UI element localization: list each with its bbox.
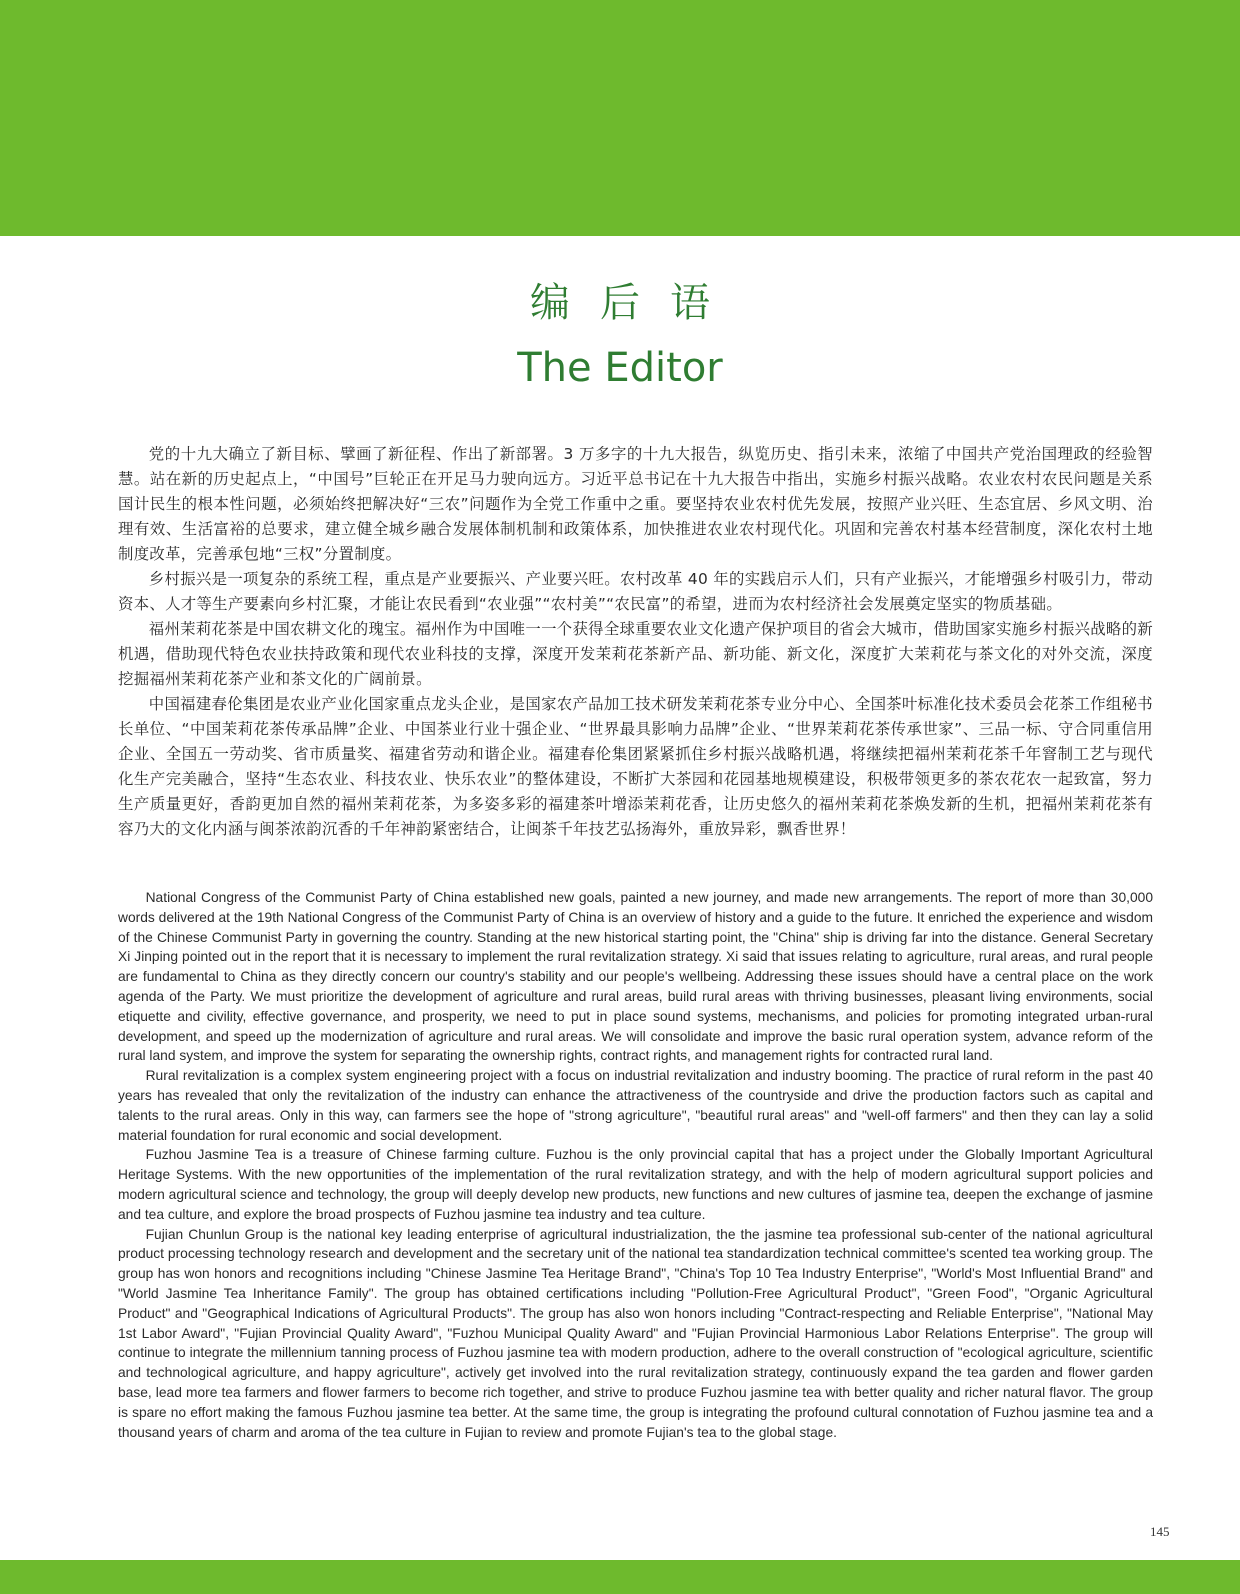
english-paragraph: Fuzhou Jasmine Tea is a treasure of Chinese farming culture. Fuzhou is the only provincial capital that has a project under the Globally Important Agricultural Heritage Systems. With the new opportunities of the implementation of the rural revitalization strategy, and with the help of modern agricultural support policies and modern agricultural science and technology, the group will deeply develop new products, new functions and new cultures of jasmine tea, deepen the exchange of jasmine and tea culture, and explore the broad prospects of Fuzhou jasmine tea industry and tea culture.: [118, 1147, 1153, 1222]
footer-band: [0, 1560, 1240, 1594]
english-paragraph: Fujian Chunlun Group is the national key leading enterprise of agricultural industrialization, the the jasmine tea professional sub-center of the national agricultural product processing technology research and development and the secretary unit of the national tea standardization technical committee's scented tea working group. The group has won honors and recognitions including "Chinese Jasmine Tea Heritage Brand", "China's Top 10 Tea Industry Enterprise", "World's Most Influential Brand" and "World Jasmine Tea Inheritance Family". The group has obtained certifications including "Pollution-Free Agricultural Product", "Green Food", "Organic Agricultural Product" and "Geographical Indications of Agricultural Products". The group has also won honors including "Contract-respecting and Reliable Enterprise", "National May 1st Labor Award", "Fujian Provincial Quality Award", "Fuzhou Municipal Quality Award" and "Fujian Provincial Harmonious Labor Relations Enterprise". The group will continue to integrate the millennium tanning process of Fuzhou jasmine tea with modern production, adhere to the overall construction of "ecological agriculture, scientific and technological agriculture, and happy agriculture", actively get involved into the rural revitalization strategy, continuously expand the tea garden and flower garden base, lead more tea farmers and flower farmers to become rich together, and strive to produce Fuzhou jasmine tea with better quality and richer natural flavor. The group is spare no effort making the famous Fuzhou jasmine tea better. At the same time, the group is integrating the profound cultural connotation of Fuzhou jasmine tea and a thousand years of charm and aroma of the tea culture in Fujian to review and promote Fujian's tea to the global stage.: [118, 1226, 1153, 1440]
chinese-paragraph: 中国福建春伦集团是农业产业化国家重点龙头企业，是国家农产品加工技术研发茉莉花茶专业分中心、全国茶叶标准化技术委员会花茶工作组秘书长单位、“中国茉莉花茶传承品牌”企业、中国茶业行业十强企业、“世界最具影响力品牌”企业、“世界茉莉花茶传承世家”、三品一标、守合同重信用企业、全国五一劳动奖、省市质量奖、福建省劳动和谐企业。福建春伦集团紧紧抓住乡村振兴战略机遇，将继续把福州茉莉花茶千年窨制工艺与现代化生产完美融合，坚持“生态农业、科技农业、快乐农业”的整体建设，不断扩大茶园和花园基地规模建设，积极带领更多的茶农花农一起致富，努力生产质量更好，香韵更加自然的福州茉莉花茶，为多姿多彩的福建茶叶增添茉莉花香，让历史悠久的福州茉莉花茶焕发新的生机，把福州茉莉花茶有容乃大的文化内涵与闽茶浓韵沉香的千年神韵紧密结合，让闽茶千年技艺弘扬海外，重放异彩，飘香世界！: [118, 695, 1153, 838]
chinese-paragraph: 福州茉莉花茶是中国农耕文化的瑰宝。福州作为中国唯一一个获得全球重要农业文化遗产保护项目的省会大城市，借助国家实施乡村振兴战略的新机遇，借助现代特色农业扶持政策和现代农业科技的支撑，深度开发茉莉花茶新产品、新功能、新文化，深度扩大茉莉花与茶文化的对外交流，深度挖掘福州茉莉花茶产业和茶文化的广阔前景。: [118, 620, 1153, 688]
english-paragraph: Rural revitalization is a complex system engineering project with a focus on industrial revitalization and industry booming. The practice of rural reform in the past 40 years has revealed that only the revitalization of the industry can enhance the attractiveness of the countryside and drive the production factors such as capital and talents to the rural areas. Only in this way, can farmers see the hope of "strong agriculture", "beautiful rural areas" and "well-off farmers" and then they can lay a solid material foundation for rural economic and social development.: [118, 1068, 1153, 1143]
page-number: 145: [1150, 1524, 1170, 1539]
english-body-text: [118, 888, 1153, 1442]
english-paragraph: National Congress of the Communist Party of China established new goals, painted a new journey, and made new arrangements. The report of more than 30,000 words delivered at the 19th National Congress of the Communist Party of China is an overview of history and a guide to the future. It enriched the experience and wisdom of the Chinese Communist Party in governing the country. Standing at the new historical starting point, the "China" ship is driving far into the distance. General Secretary Xi Jinping pointed out in the report that it is necessary to implement the rural revitalization strategy. Xi said that issues relating to agriculture, rural areas, and rural people are fundamental to China as they directly concern our country's stability and our people's wellbeing. Addressing these issues should have a central place on the work agenda of the Party. We must prioritize the development of agriculture and rural areas, build rural areas with thriving businesses, pleasant living environments, social etiquette and civility, effective governance, and prosperity, we need to put in place sound systems, mechanisms, and policies for promoting integrated urban-rural development, and speed up the modernization of agriculture and rural areas. We will consolidate and improve the basic rural operation system, advance reform of the rural land system, and improve the system for separating the ownership rights, contract rights, and management rights for contracted rural land.: [118, 890, 1153, 1064]
chinese-body-text: [118, 442, 1153, 842]
page-title-english: The Editor: [517, 345, 723, 391]
page-title-chinese: 编后语: [530, 280, 740, 326]
chinese-paragraph: 乡村振兴是一项复杂的系统工程，重点是产业要振兴、产业要兴旺。农村改革 40 年的实践启示人们，只有产业振兴，才能增强乡村吸引力，带动资本、人才等生产要素向乡村汇聚，才能让农民看到“农业强”“农村美”“农民富”的希望，进而为农村经济社会发展奠定坚实的物质基础。: [118, 570, 1153, 613]
chinese-paragraph: 党的十九大确立了新目标、擘画了新征程、作出了新部署。3 万多字的十九大报告，纵览历史、指引未来，浓缩了中国共产党治国理政的经验智慧。站在新的历史起点上，“中国号”巨轮正在开足马力驶向远方。习近平总书记在十九大报告中指出，实施乡村振兴战略。农业农村农民问题是关系国计民生的根本性问题，必须始终把解决好“三农”问题作为全党工作重中之重。要坚持农业农村优先发展，按照产业兴旺、生态宜居、乡风文明、治理有效、生活富裕的总要求，建立健全城乡融合发展体制机制和政策体系，加快推进农业农村现代化。巩固和完善农村基本经营制度，深化农村土地制度改革，完善承包地“三权”分置制度。: [118, 445, 1153, 563]
header-band: [0, 0, 1240, 236]
